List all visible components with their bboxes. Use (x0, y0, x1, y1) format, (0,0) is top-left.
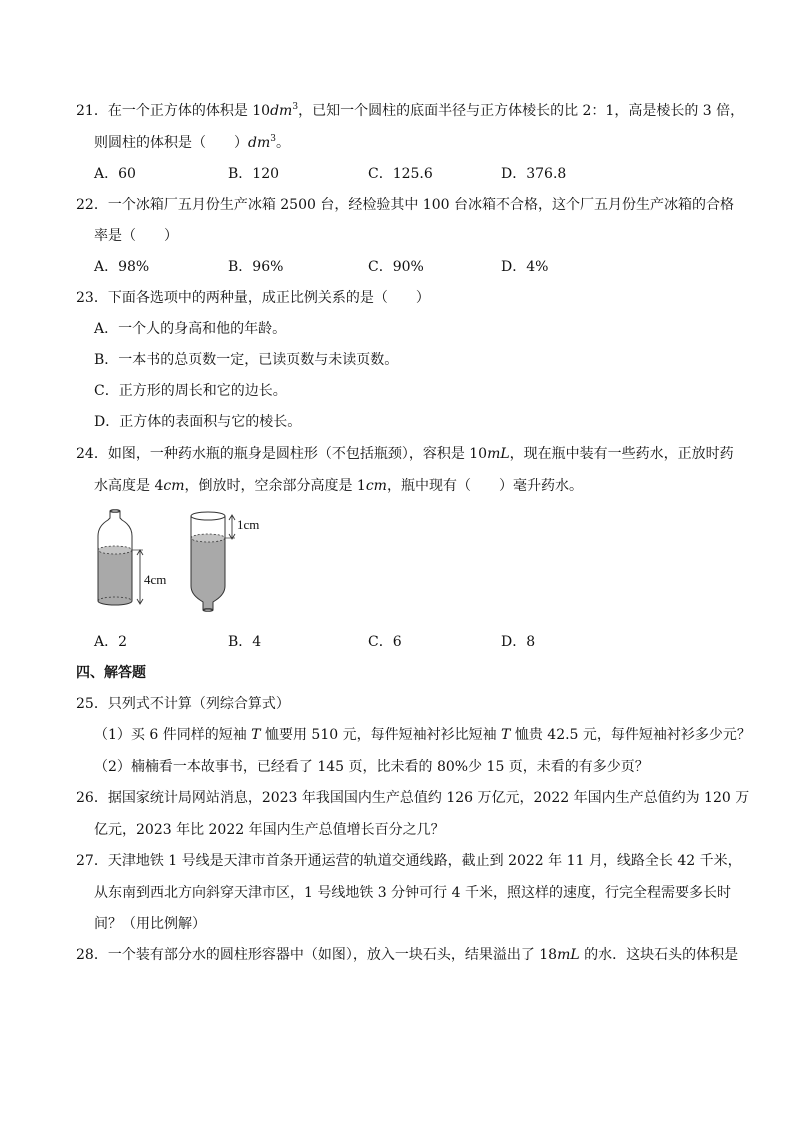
q22-line2: 率是（ ） (94, 228, 178, 244)
q24-line2: 水高度是 4cm，倒放时，空余部分高度是 1cm，瓶中现有（ ）毫升药水。 (94, 478, 583, 494)
q28-line1: 28．一个装有部分水的圆柱形容器中（如图），放入一块石头，结果溢出了 18mL 的水．这块石头的体积是 (76, 947, 739, 963)
q21-option-a: A．60 (94, 166, 136, 182)
q27-line1: 27．天津地铁 1 号线是天津市首条开通运营的轨道交通线路，截止到 2022 年 11 月，线路全长 42 千米， (76, 853, 742, 869)
q24-option-c: C．6 (368, 634, 402, 650)
section-heading: 四、解答题 (76, 665, 146, 681)
q24-option-b: B．4 (228, 634, 262, 650)
q23-option-a: A．一个人的身高和他的年龄。 (94, 321, 287, 337)
q27-line3: 间？（用比例解） (94, 916, 206, 932)
q22-line1: 22．一个冰箱厂五月份生产冰箱 2500 台，经检验其中 100 台冰箱不合格，这个厂五月份生产冰箱的合格 (76, 197, 734, 213)
q21-option-d: D．376.8 (501, 166, 567, 182)
q21-option-b: B．120 (228, 166, 280, 182)
q24-line1: 24．如图，一种药水瓶的瓶身是圆柱形（不包括瓶颈），容积是 10mL，现在瓶中装有一些药水，正放时药 (76, 446, 734, 462)
q26-line1: 26．据国家统计局网站消息，2023 年我国国内生产总值约 126 万亿元，2022 年国内生产总值约为 120 万 (76, 790, 750, 806)
inverted-water (191, 538, 225, 610)
bottle-figure (90, 508, 290, 620)
q22-option-a: A．98% (94, 259, 150, 275)
q21-line1: 21．在一个正方体的体积是 $10dm^3$，已知一个圆柱的底面半径与正方体棱长的比 2：1，高是棱长的 3 倍， (76, 102, 745, 119)
q24-option-a: A．2 (94, 634, 128, 650)
upright-water-surface (98, 546, 132, 554)
q22-option-c: C．90% (368, 259, 424, 275)
q22-option-d: D．4% (501, 259, 549, 275)
q24-option-d: D．8 (501, 634, 536, 650)
q25-sub2: （2）楠楠看一本故事书，已经看了 145 页，比未看的 80%少 15 页，未看的有多少页？ (94, 759, 649, 775)
q23-stem: 23．下面各选项中的两种量，成正比例关系的是（ ） (76, 290, 430, 306)
inverted-bottle (191, 512, 259, 612)
q23-option-c: C．正方形的周长和它的边长。 (94, 383, 287, 399)
upright-bottle (98, 510, 166, 606)
q27-line2: 从东南到西北方向斜穿天津市区，1 号线地铁 3 分钟可行 4 千米，照这样的速度，行完全程需要多长时 (94, 885, 731, 901)
label-4cm: 4cm (144, 572, 167, 587)
q25-sub1: （1）买 6 件同样的短袖 T 恤要用 510 元，每件短袖衬衫比短袖 T 恤贵 42.5 元，每件短袖衬衫多少元？ (94, 727, 751, 743)
q23-option-b: B．一本书的总页数一定，已读页数与未读页数。 (94, 352, 399, 368)
q21-option-c: C．125.6 (368, 166, 433, 182)
label-1cm: 1cm (237, 517, 260, 532)
q23-option-d: D．正方体的表面积与它的棱长。 (94, 414, 302, 430)
inverted-water-surface (191, 534, 225, 542)
inverted-bottle-top (191, 512, 225, 520)
q21-line2: 则圆柱的体积是（ ）$dm^3$。 (94, 134, 290, 151)
q22-option-b: B．96% (228, 259, 284, 275)
q25-stem: 25．只列式不计算（列综合算式） (76, 696, 290, 712)
q26-line2: 亿元，2023 年比 2022 年国内生产总值增长百分之几？ (94, 822, 445, 838)
